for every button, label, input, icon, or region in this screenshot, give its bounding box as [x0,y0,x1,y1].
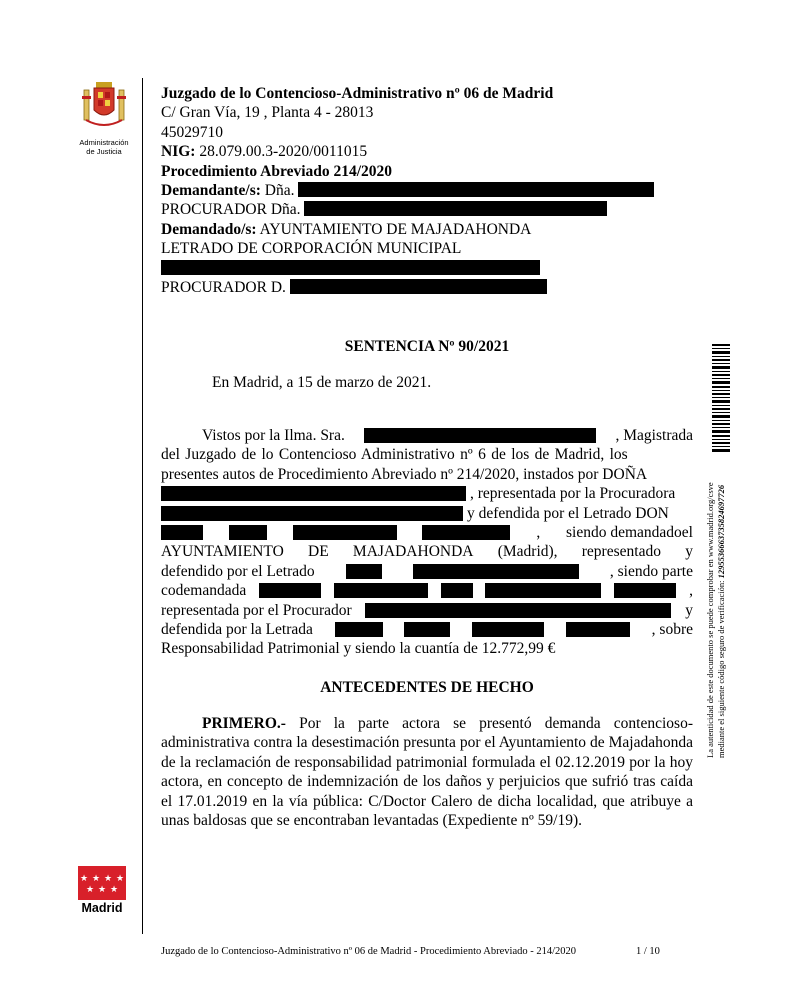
text-span: representado [581,543,661,561]
vistos-line-10 [161,601,693,620]
barcode-icon [712,344,730,454]
redaction-bar [290,279,547,294]
vistos-line-1 [161,426,693,445]
verification-text [705,468,727,758]
text-span: defendida por la Letrada [161,620,313,638]
vistos-line-8 [161,562,693,581]
text-span: y defendida por el Letrado DON [467,504,669,522]
date-line: En Madrid, a 15 de marzo de 2021. [212,374,432,391]
procurator-f-label: PROCURADOR Dña. [161,201,301,219]
verification-line-1: La autenticidad de este documento se puede comprobar en www.madrid.org/csve [705,482,715,758]
court-address: C/ Gran Vía, 19 , Planta 4 - 28013 [161,104,374,122]
text-span: presentes autos de Procedimiento Abreviado nº 214/2020, instados por DOÑA [161,465,648,483]
madrid-logo [78,866,126,915]
text-span: , siendo parte [609,562,693,580]
redaction-bar [365,603,671,618]
procurator-m-label: PROCURADOR D. [161,278,286,296]
verification-line-2 [716,468,727,758]
text-span: MAJADAHONDA [352,543,474,561]
primero-label: PRIMERO.- [202,715,286,732]
redaction-bar [364,428,596,443]
redaction-bar [161,525,203,540]
redaction-bar [335,622,383,637]
redaction-bar [259,583,321,598]
redaction-bar [404,622,450,637]
nig-line [161,142,654,161]
star-icon: ★ [109,883,119,894]
vistos-line-12 [161,639,693,658]
text-span: codemandada [161,582,247,600]
procurator-m-line [161,278,654,297]
text-span: mediante el siguiente código seguro de verificación: [716,580,726,758]
redaction-bar [485,583,601,598]
star-icon: ★ [79,872,89,883]
margin-rule [142,78,143,934]
text-span: , [536,523,541,541]
star-icon: ★ [103,872,113,883]
lawyer-line: LETRADO DE CORPORACIÓN MUNICIPAL [161,240,462,258]
text-span: , sobre [651,620,693,638]
defendant-line [161,220,654,239]
redaction-bar [161,506,463,521]
vistos-line-11 [161,620,693,639]
star-icon: ★ [85,883,95,894]
text-span: , representada por la Procuradora [470,485,676,503]
vistos-line-2 [161,445,693,464]
star-icon: ★ [91,872,101,883]
verification-code: 1295536663735824697726 [716,484,726,579]
text-span: defendido por el Letrado [161,562,315,580]
star-icon: ★ [97,883,107,894]
redaction-bar [334,583,428,598]
vistos-line-6 [161,523,693,542]
redacted-line [161,259,654,278]
primero-text [161,714,693,830]
text-span: y [685,543,693,561]
text-span: Responsabilidad Patrimonial y siendo la cuantía de 12.772,99 € [161,640,556,658]
vistos-line-4 [161,484,693,503]
coat-of-arms-icon [72,80,136,132]
redaction-bar [161,260,540,275]
text-span: y [685,601,693,619]
redaction-bar [413,564,579,579]
vistos-paragraph [161,426,693,659]
redaction-bar [614,583,676,598]
document-header [161,84,654,297]
redaction-bar [566,622,630,637]
justicia-caption-2: de Justicia [86,146,122,156]
redaction-bar [441,583,473,598]
redaction-bar [161,486,466,501]
court-code: 45029710 [161,123,223,141]
redaction-bar [293,525,397,540]
justicia-logo [72,80,136,156]
section-title: ANTECEDENTES DE HECHO [320,679,534,696]
justicia-caption-1: Administración [79,138,129,147]
vistos-line-7 [161,542,693,561]
text-span: , Magistrada [615,427,693,444]
court-name: Juzgado de lo Contencioso-Administrativo nº 06 de Madrid [161,85,554,102]
star-icon: ★ [115,872,125,883]
plaintiff-value: Dña. [260,181,295,199]
procedure-line: Procedimiento Abreviado 214/2020 [161,162,393,180]
primero-body: Por la parte actora se presentó demanda contencioso-administrativa contra la desestimación presunta por el Ayuntamiento de Majadahonda de la reclamación de responsabilidad patrimonial formulada el 02.12.2019 por la hoy actora, en concepto de indemnización de los daños y perjuicios que sufrió tras caída el 17.01.2019 en la vía pública: C/Doctor Calero de dicha localidad, que atribuye a unas baldosas que se encontraban levantadas (Expediente nº 59/19). [161,715,693,830]
madrid-flag [78,866,126,900]
plaintiff-line [161,181,654,200]
primero-paragraph [161,714,693,830]
text-span: del Juzgado de lo Contencioso Administrativo nº 6 de los de Madrid, los [161,446,628,464]
redaction-bar [472,622,544,637]
redaction-bar [304,201,607,216]
footer-text: Juzgado de lo Contencioso-Administrativo nº 06 de Madrid - Procedimiento Abreviado - 214/2020 [161,946,577,957]
redaction-bar [229,525,267,540]
text-span: , [689,582,693,600]
page-number: 1 / 10 [636,946,660,957]
nig-value: 28.079.00.3-2020/0011015 [195,143,368,161]
text-span: (Madrid), [497,543,558,561]
plaintiff-label: Demandante/s: [161,181,261,199]
procurator-f-line [161,200,654,219]
madrid-logo-text: Madrid [81,901,123,915]
vistos-line-5 [161,504,693,523]
text-span: representada por el Procurador [161,601,352,619]
defendant-value: AYUNTAMIENTO DE MAJADAHONDA [256,220,532,238]
text-span: DE [308,543,329,561]
sentence-title: SENTENCIA Nº 90/2021 [344,338,510,355]
redaction-bar [422,525,510,540]
text-span: Vistos por la Ilma. Sra. [202,427,345,444]
vistos-line-3 [161,465,693,484]
text-span: AYUNTAMIENTO [161,543,284,561]
redaction-bar [346,564,382,579]
nig-label: NIG: [161,143,196,161]
redaction-bar [298,182,654,197]
vistos-line-9 [161,581,693,600]
text-span: siendo demandadoel [566,523,693,541]
defendant-label: Demandado/s: [161,220,257,238]
